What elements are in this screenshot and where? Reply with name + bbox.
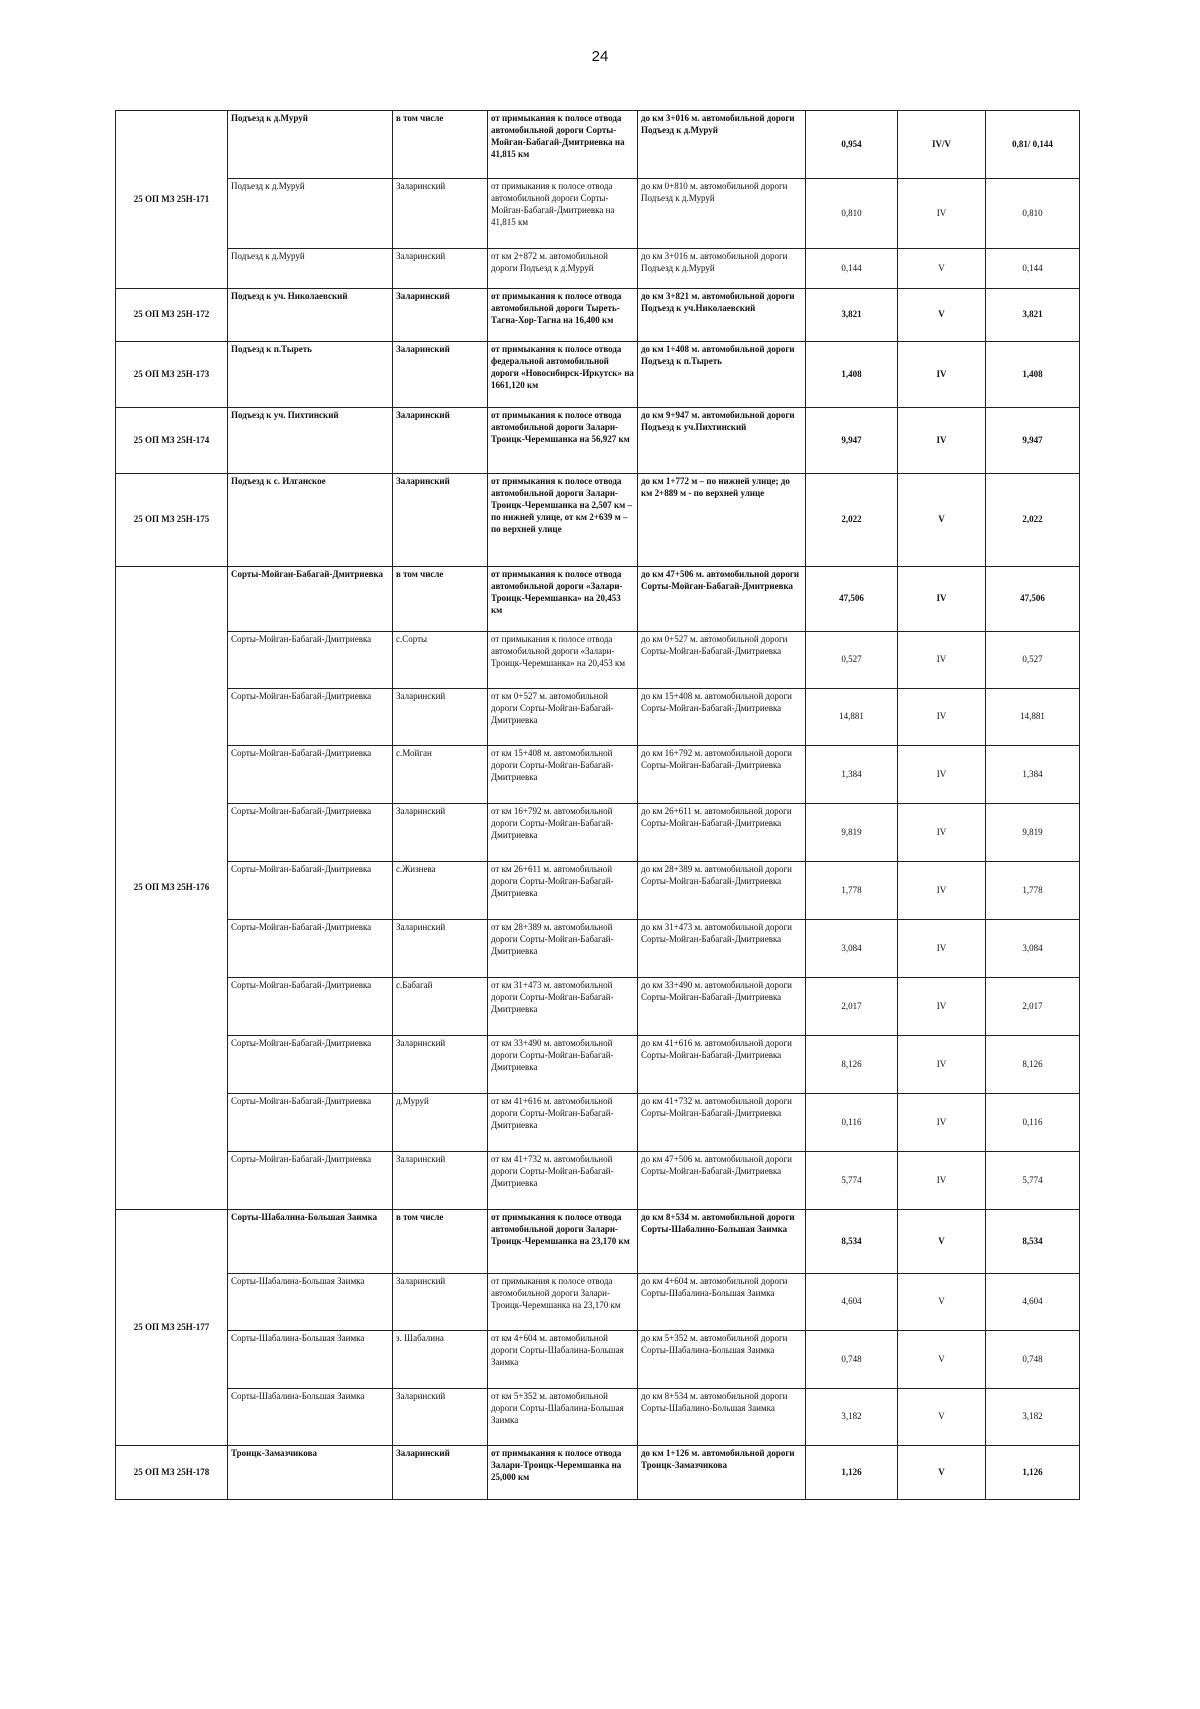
to-cell: до км 31+473 м. автомобильной дороги Сорты-Мойган-Бабагай-Дмитриевка <box>638 920 806 978</box>
road-name-cell: Сорты-Мойган-Бабагай-Дмитриевка <box>228 1152 393 1210</box>
table-row <box>116 179 1080 249</box>
category-cell: V <box>898 249 986 289</box>
to-cell: до км 0+527 м. автомобильной дороги Сорты-Мойган-Бабагай-Дмитриевка <box>638 632 806 689</box>
to-cell: до км 47+506 м. автомобильной дороги Сорты-Мойган-Бабагай-Дмитриевка <box>638 1152 806 1210</box>
length-cell: 9,947 <box>806 408 898 474</box>
length-cell: 0,116 <box>806 1094 898 1152</box>
table-row <box>116 862 1080 920</box>
area-cell: Заларинский <box>393 1446 488 1500</box>
category-length-cell: 0,527 <box>986 632 1080 689</box>
roads-table-body <box>116 111 1080 1500</box>
category-cell: IV <box>898 1094 986 1152</box>
category-cell: V <box>898 1446 986 1500</box>
category-cell: V <box>898 1274 986 1331</box>
length-cell: 0,527 <box>806 632 898 689</box>
area-cell: с.Мойган <box>393 746 488 804</box>
length-cell: 14,881 <box>806 689 898 746</box>
to-cell: до км 41+732 м. автомобильной дороги Сорты-Мойган-Бабагай-Дмитриевка <box>638 1094 806 1152</box>
to-cell: до км 33+490 м. автомобильной дороги Сорты-Мойган-Бабагай-Дмитриевка <box>638 978 806 1036</box>
category-cell: V <box>898 474 986 567</box>
area-cell: Заларинский <box>393 1274 488 1331</box>
length-cell: 1,408 <box>806 342 898 408</box>
to-cell: до км 3+821 м. автомобильной дороги Подъезд к уч.Николаевский <box>638 289 806 342</box>
category-length-cell: 5,774 <box>986 1152 1080 1210</box>
road-code-cell: 25 ОП МЗ 25Н-171 <box>116 111 228 289</box>
road-name-cell: Сорты-Шабалина-Большая Заимка <box>228 1331 393 1389</box>
to-cell: до км 4+604 м. автомобильной дороги Сорты-Шабалина-Большая Заимка <box>638 1274 806 1331</box>
category-length-cell: 47,506 <box>986 567 1080 632</box>
from-cell: от примыкания к полосе отвода автомобильной дороги Сорты-Мойган-Бабагай-Дмитриевка на 41,815 км <box>488 179 638 249</box>
category-length-cell: 9,947 <box>986 408 1080 474</box>
area-cell: Заларинский <box>393 289 488 342</box>
area-cell: Заларинский <box>393 1389 488 1446</box>
table-row <box>116 289 1080 342</box>
road-name-cell: Сорты-Мойган-Бабагай-Дмитриевка <box>228 1094 393 1152</box>
to-cell: до км 15+408 м. автомобильной дороги Сорты-Мойган-Бабагай-Дмитриевка <box>638 689 806 746</box>
to-cell: до км 0+810 м. автомобильной дороги Подъезд к д.Муруй <box>638 179 806 249</box>
road-code-cell: 25 ОП МЗ 25Н-176 <box>116 567 228 1210</box>
from-cell: от примыкания к полосе отвода автомобильной дороги Залари-Троицк-Черемшанка на 2,507 км – по нижней улице, от км 2+639 м – по верхней улице <box>488 474 638 567</box>
category-length-cell: 0,81/ 0,144 <box>986 111 1080 179</box>
from-cell: от примыкания к полосе отвода федеральной автомобильной дороги «Новосибирск-Иркутск» на 1661,120 км <box>488 342 638 408</box>
from-cell: от км 15+408 м. автомобильной дороги Сорты-Мойган-Бабагай-Дмитриевка <box>488 746 638 804</box>
category-length-cell: 14,881 <box>986 689 1080 746</box>
from-cell: от примыкания к полосе отвода автомобильной дороги Тыреть-Тагна-Хор-Тагна на 16,400 км <box>488 289 638 342</box>
table-row <box>116 920 1080 978</box>
length-cell: 1,778 <box>806 862 898 920</box>
to-cell: до км 16+792 м. автомобильной дороги Сорты-Мойган-Бабагай-Дмитриевка <box>638 746 806 804</box>
category-length-cell: 0,144 <box>986 249 1080 289</box>
from-cell: от км 41+732 м. автомобильной дороги Сорты-Мойган-Бабагай-Дмитриевка <box>488 1152 638 1210</box>
length-cell: 4,604 <box>806 1274 898 1331</box>
road-name-cell: Сорты-Мойган-Бабагай-Дмитриевка <box>228 978 393 1036</box>
road-name-cell: Подъезд к д.Муруй <box>228 249 393 289</box>
category-length-cell: 1,126 <box>986 1446 1080 1500</box>
from-cell: от примыкания к полосе отвода автомобильной дороги Залари-Троицк-Черемшанка на 56,927 км <box>488 408 638 474</box>
from-cell: от примыкания к полосе отвода автомобильной дороги Залари-Троицк-Черемшанка на 23,170 км <box>488 1210 638 1274</box>
road-name-cell: Сорты-Мойган-Бабагай-Дмитриевка <box>228 920 393 978</box>
road-code-cell: 25 ОП МЗ 25Н-173 <box>116 342 228 408</box>
to-cell: до км 3+016 м. автомобильной дороги Подъезд к д.Муруй <box>638 111 806 179</box>
category-length-cell: 0,116 <box>986 1094 1080 1152</box>
from-cell: от км 0+527 м. автомобильной дороги Сорты-Мойган-Бабагай-Дмитриевка <box>488 689 638 746</box>
category-length-cell: 9,819 <box>986 804 1080 862</box>
table-row <box>116 1152 1080 1210</box>
table-row <box>116 111 1080 179</box>
road-name-cell: Сорты-Шабалина-Большая Заимка <box>228 1389 393 1446</box>
length-cell: 0,748 <box>806 1331 898 1389</box>
from-cell: от км 4+604 м. автомобильной дороги Сорты-Шабалина-Большая Заимка <box>488 1331 638 1389</box>
category-length-cell: 8,126 <box>986 1036 1080 1094</box>
table-row <box>116 342 1080 408</box>
table-row <box>116 746 1080 804</box>
category-cell: IV <box>898 342 986 408</box>
road-name-cell: Подъезд к д.Муруй <box>228 111 393 179</box>
length-cell: 2,022 <box>806 474 898 567</box>
category-cell: IV <box>898 408 986 474</box>
table-row <box>116 978 1080 1036</box>
to-cell: до км 5+352 м. автомобильной дороги Сорты-Шабалина-Большая Заимка <box>638 1331 806 1389</box>
road-name-cell: Сорты-Мойган-Бабагай-Дмитриевка <box>228 689 393 746</box>
table-row <box>116 1446 1080 1500</box>
road-name-cell: Подъезд к д.Муруй <box>228 179 393 249</box>
road-name-cell: Сорты-Мойган-Бабагай-Дмитриевка <box>228 746 393 804</box>
table-row <box>116 804 1080 862</box>
road-name-cell: Подъезд к п.Тыреть <box>228 342 393 408</box>
category-cell: IV <box>898 978 986 1036</box>
from-cell: от км 5+352 м. автомобильной дороги Сорты-Шабалина-Большая Заимка <box>488 1389 638 1446</box>
to-cell: до км 47+506 м. автомобильной дороги Сорты-Мойган-Бабагай-Дмитриевка <box>638 567 806 632</box>
category-length-cell: 1,384 <box>986 746 1080 804</box>
from-cell: от км 16+792 м. автомобильной дороги Сорты-Мойган-Бабагай-Дмитриевка <box>488 804 638 862</box>
road-code-cell: 25 ОП МЗ 25Н-178 <box>116 1446 228 1500</box>
category-length-cell: 8,534 <box>986 1210 1080 1274</box>
area-cell: с.Бабагай <box>393 978 488 1036</box>
table-row <box>116 408 1080 474</box>
category-cell: IV <box>898 179 986 249</box>
from-cell: от примыкания к полосе отвода автомобильной дороги «Залари-Троицк-Черемшанка» на 20,453 км <box>488 632 638 689</box>
to-cell: до км 28+389 м. автомобильной дороги Сорты-Мойган-Бабагай-Дмитриевка <box>638 862 806 920</box>
category-cell: IV <box>898 746 986 804</box>
category-length-cell: 3,182 <box>986 1389 1080 1446</box>
to-cell: до км 26+611 м. автомобильной дороги Сорты-Мойган-Бабагай-Дмитриевка <box>638 804 806 862</box>
table-row <box>116 567 1080 632</box>
road-name-cell: Сорты-Мойган-Бабагай-Дмитриевка <box>228 567 393 632</box>
category-cell: IV <box>898 920 986 978</box>
table-row <box>116 1094 1080 1152</box>
area-cell: Заларинский <box>393 179 488 249</box>
length-cell: 1,126 <box>806 1446 898 1500</box>
category-length-cell: 0,810 <box>986 179 1080 249</box>
length-cell: 0,144 <box>806 249 898 289</box>
road-name-cell: Сорты-Шабалина-Большая Заимка <box>228 1210 393 1274</box>
road-name-cell: Сорты-Мойган-Бабагай-Дмитриевка <box>228 804 393 862</box>
category-length-cell: 3,084 <box>986 920 1080 978</box>
length-cell: 0,954 <box>806 111 898 179</box>
from-cell: от примыкания к полосе отвода Залари-Троицк-Черемшанка на 25,000 км <box>488 1446 638 1500</box>
length-cell: 3,084 <box>806 920 898 978</box>
road-code-cell: 25 ОП МЗ 25Н-172 <box>116 289 228 342</box>
area-cell: с.Жизнева <box>393 862 488 920</box>
category-length-cell: 2,017 <box>986 978 1080 1036</box>
length-cell: 8,126 <box>806 1036 898 1094</box>
category-length-cell: 1,778 <box>986 862 1080 920</box>
category-cell: IV <box>898 862 986 920</box>
category-length-cell: 2,022 <box>986 474 1080 567</box>
length-cell: 3,182 <box>806 1389 898 1446</box>
road-code-cell: 25 ОП МЗ 25Н-177 <box>116 1210 228 1446</box>
table-row <box>116 1036 1080 1094</box>
area-cell: з. Шабалина <box>393 1331 488 1389</box>
category-cell: V <box>898 289 986 342</box>
to-cell: до км 9+947 м. автомобильной дороги Подъезд к уч.Пихтинский <box>638 408 806 474</box>
category-cell: IV <box>898 567 986 632</box>
from-cell: от примыкания к полосе отвода автомобильной дороги «Залари-Троицк-Черемшанка» на 20,453 км <box>488 567 638 632</box>
road-name-cell: Подъезд к с. Илганское <box>228 474 393 567</box>
road-name-cell: Сорты-Мойган-Бабагай-Дмитриевка <box>228 632 393 689</box>
road-name-cell: Сорты-Шабалина-Большая Заимка <box>228 1274 393 1331</box>
road-name-cell: Подъезд к уч. Пихтинский <box>228 408 393 474</box>
category-cell: V <box>898 1210 986 1274</box>
category-cell: V <box>898 1389 986 1446</box>
table-row <box>116 474 1080 567</box>
category-length-cell: 4,604 <box>986 1274 1080 1331</box>
table-row <box>116 632 1080 689</box>
length-cell: 47,506 <box>806 567 898 632</box>
area-cell: Заларинский <box>393 920 488 978</box>
area-cell: с.Сорты <box>393 632 488 689</box>
length-cell: 2,017 <box>806 978 898 1036</box>
area-cell: Заларинский <box>393 249 488 289</box>
category-length-cell: 1,408 <box>986 342 1080 408</box>
area-cell: Заларинский <box>393 408 488 474</box>
to-cell: до км 41+616 м. автомобильной дороги Сорты-Мойган-Бабагай-Дмитриевка <box>638 1036 806 1094</box>
area-cell: Заларинский <box>393 689 488 746</box>
to-cell: до км 1+408 м. автомобильной дороги Подъезд к п.Тыреть <box>638 342 806 408</box>
table-row <box>116 1389 1080 1446</box>
road-name-cell: Сорты-Мойган-Бабагай-Дмитриевка <box>228 1036 393 1094</box>
from-cell: от км 41+616 м. автомобильной дороги Сорты-Мойган-Бабагай-Дмитриевка <box>488 1094 638 1152</box>
length-cell: 0,810 <box>806 179 898 249</box>
area-cell: в том числе <box>393 1210 488 1274</box>
length-cell: 1,384 <box>806 746 898 804</box>
from-cell: от км 31+473 м. автомобильной дороги Сорты-Мойган-Бабагай-Дмитриевка <box>488 978 638 1036</box>
category-cell: V <box>898 1331 986 1389</box>
to-cell: до км 8+534 м. автомобильной дороги Сорты-Шабалино-Большая Заимка <box>638 1389 806 1446</box>
road-code-cell: 25 ОП МЗ 25Н-175 <box>116 474 228 567</box>
category-cell: IV <box>898 689 986 746</box>
length-cell: 3,821 <box>806 289 898 342</box>
roads-table <box>115 110 1080 1500</box>
table-row <box>116 249 1080 289</box>
road-code-cell: 25 ОП МЗ 25Н-174 <box>116 408 228 474</box>
area-cell: в том числе <box>393 567 488 632</box>
area-cell: Заларинский <box>393 804 488 862</box>
to-cell: до км 1+126 м. автомобильной дороги Троицк-Замазчикова <box>638 1446 806 1500</box>
category-cell: IV/V <box>898 111 986 179</box>
area-cell: в том числе <box>393 111 488 179</box>
length-cell: 5,774 <box>806 1152 898 1210</box>
to-cell: до км 1+772 м – по нижней улице; до км 2+889 м - по верхней улице <box>638 474 806 567</box>
table-row <box>116 1331 1080 1389</box>
category-length-cell: 0,748 <box>986 1331 1080 1389</box>
table-row <box>116 1274 1080 1331</box>
to-cell: до км 8+534 м. автомобильной дороги Сорты-Шабалино-Большая Заимка <box>638 1210 806 1274</box>
to-cell: до км 3+016 м. автомобильной дороги Подъезд к д.Муруй <box>638 249 806 289</box>
length-cell: 8,534 <box>806 1210 898 1274</box>
table-row <box>116 1210 1080 1274</box>
category-cell: IV <box>898 1152 986 1210</box>
road-name-cell: Сорты-Мойган-Бабагай-Дмитриевка <box>228 862 393 920</box>
category-cell: IV <box>898 632 986 689</box>
area-cell: Заларинский <box>393 474 488 567</box>
category-cell: IV <box>898 804 986 862</box>
road-name-cell: Подъезд к уч. Николаевский <box>228 289 393 342</box>
area-cell: д.Муруй <box>393 1094 488 1152</box>
area-cell: Заларинский <box>393 1036 488 1094</box>
length-cell: 9,819 <box>806 804 898 862</box>
from-cell: от км 33+490 м. автомобильной дороги Сорты-Мойган-Бабагай-Дмитриевка <box>488 1036 638 1094</box>
road-name-cell: Троицк-Замазчикова <box>228 1446 393 1500</box>
from-cell: от примыкания к полосе отвода автомобильной дороги Залари-Троицк-Черемшанка на 23,170 км <box>488 1274 638 1331</box>
category-cell: IV <box>898 1036 986 1094</box>
area-cell: Заларинский <box>393 342 488 408</box>
page-number: 24 <box>591 48 609 65</box>
category-length-cell: 3,821 <box>986 289 1080 342</box>
from-cell: от км 2+872 м. автомобильной дороги Подъезд к д.Муруй <box>488 249 638 289</box>
from-cell: от км 26+611 м. автомобильной дороги Сорты-Мойган-Бабагай-Дмитриевка <box>488 862 638 920</box>
from-cell: от примыкания к полосе отвода автомобильной дороги Сорты-Мойган-Бабагай-Дмитриевка на 41,815 км <box>488 111 638 179</box>
from-cell: от км 28+389 м. автомобильной дороги Сорты-Мойган-Бабагай-Дмитриевка <box>488 920 638 978</box>
table-row <box>116 689 1080 746</box>
area-cell: Заларинский <box>393 1152 488 1210</box>
